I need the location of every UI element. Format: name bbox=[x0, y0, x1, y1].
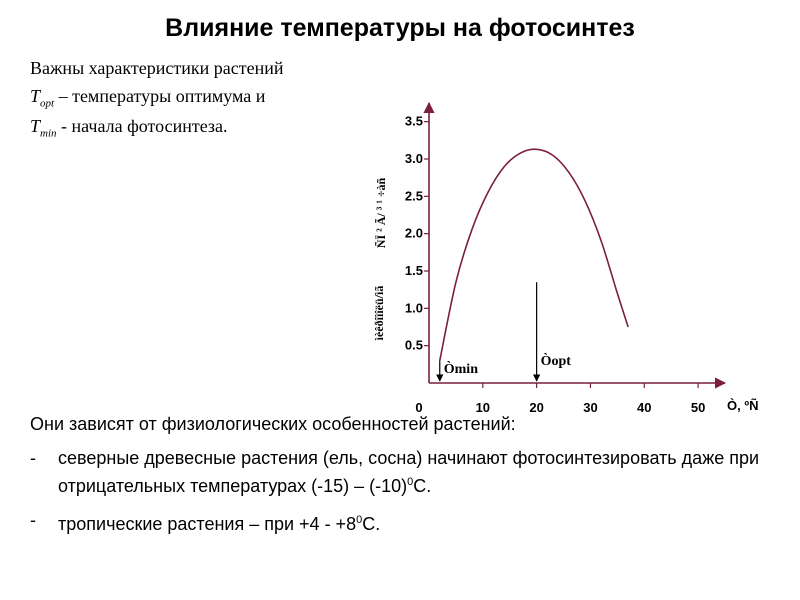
y-tick-label: 1.5 bbox=[404, 263, 423, 278]
photosynthesis-curve bbox=[440, 149, 628, 360]
y-tick-label: 1.0 bbox=[404, 300, 423, 316]
bullet-tropic-text: тропические растения – при $+4 - +8^0С$. bbox=[58, 514, 381, 534]
x-tick-label: 30 bbox=[583, 400, 598, 415]
t-min-symbol: T bbox=[30, 116, 41, 136]
intro-line-1: Важны характеристики растений bbox=[30, 58, 284, 78]
bullet-north-text: северные древесные растения (ель, сосна) начинают фотосинтезировать даже при отрицательных температурах $(-15) - (-10)^0С$. bbox=[58, 448, 760, 496]
t-opt-text: – температуры оптимума и bbox=[54, 86, 266, 106]
bullet-tropic bbox=[30, 508, 790, 536]
y-tick-label: 0.5 bbox=[404, 337, 423, 353]
t-min-label: Òmin bbox=[443, 362, 478, 377]
t-opt-label: Òopt bbox=[540, 354, 571, 369]
intro-line-2 bbox=[30, 86, 265, 110]
y-axis-label-1: ÑÏ ² Ã/ ³ ¹ ÷àñ bbox=[374, 177, 388, 249]
explanation-paragraph: Они зависят от физиологических особенностей растений: bbox=[30, 414, 516, 434]
intro-line-3 bbox=[30, 116, 228, 140]
x-tick-label: 50 bbox=[690, 400, 706, 415]
t-min-subscript: min bbox=[40, 127, 57, 140]
y-tick-label: 3.0 bbox=[404, 151, 423, 166]
page-title: Влияние температуры на фотосинтез bbox=[165, 14, 635, 42]
x-tick-label: 20 bbox=[529, 400, 544, 415]
x-tick-label: 0 bbox=[415, 400, 423, 415]
y-axis-label-2: ìèêðîìîëü/ìã bbox=[372, 285, 386, 341]
t-opt-symbol: T bbox=[30, 86, 41, 106]
x-tick-label: 10 bbox=[475, 400, 491, 415]
x-tick-label: 40 bbox=[637, 400, 652, 415]
t-min-text: - начала фотосинтеза. bbox=[56, 116, 228, 136]
bullet-dash: - bbox=[30, 448, 36, 468]
y-tick-label: 3.5 bbox=[404, 113, 423, 129]
t-opt-subscript: opt bbox=[40, 97, 55, 110]
explanation-block bbox=[30, 412, 790, 536]
bullet-north bbox=[30, 446, 790, 498]
y-tick-label: 2.0 bbox=[404, 225, 423, 241]
y-tick-label: 2.5 bbox=[404, 188, 423, 204]
x-axis-label: Ò, ºÑ bbox=[727, 398, 759, 413]
temperature-photosynthesis-chart bbox=[355, 95, 800, 420]
bullet-dash: - bbox=[30, 510, 36, 530]
